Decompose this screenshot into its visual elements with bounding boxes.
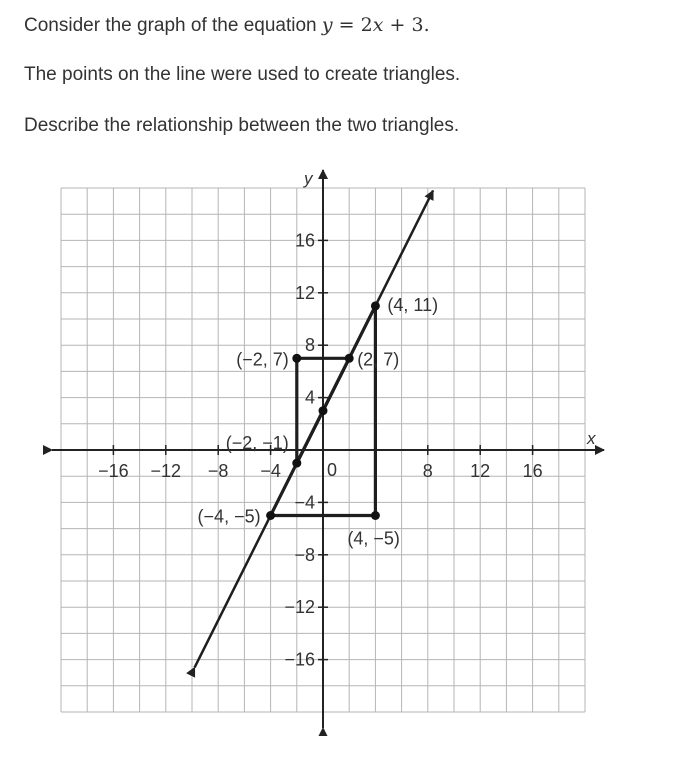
point-label: (4, 11) [387,294,439,315]
x-tick-label: −16 [98,461,129,481]
eq-period: . [423,14,430,36]
point-label: (2, 7) [357,349,400,370]
y-tick-label: 16 [294,230,315,251]
point-label: (−2, 7) [236,349,289,370]
eq-const: 3 [411,14,424,36]
x-tick-label: −4 [260,461,281,481]
x-tick-label: 12 [470,461,491,481]
y-tick-label: −12 [284,597,315,618]
point-label: (−4, −5) [197,506,261,527]
eq-plus: + [389,14,406,36]
x-tick-label: −12 [150,461,182,481]
eq-lhs: y [321,14,333,36]
y-tick-label: −16 [284,649,315,670]
y-tick-label: −4 [294,492,315,513]
eq-var: x [372,14,384,36]
x-tick-label: 8 [422,461,433,481]
y-axis-label: y [304,169,313,188]
y-intercept-point [319,406,328,415]
data-point [371,511,380,520]
data-point [371,301,380,310]
x-axis-label: x [587,429,596,448]
coordinate-graph [38,164,618,736]
y-tick-label: −8 [294,544,315,565]
eq-coef: 2 [360,14,373,36]
data-point [292,354,301,363]
y-tick-label: 4 [304,387,315,408]
data-point [266,511,275,520]
point-label: (4, −5) [347,528,400,549]
data-point [292,459,301,468]
question-line-1 [24,13,430,38]
question-line-2: The points on the line were used to create triangles. [24,64,461,85]
equation [322,14,430,36]
point-label: (−2, −1) [225,433,289,454]
question-prefix: Consider the graph of the equation [24,15,317,36]
data-point [345,354,354,363]
x-tick-label: 16 [522,461,543,481]
question-line-3: Describe the relationship between the two triangles. [24,115,460,136]
eq-equals: = [338,14,355,36]
y-tick-label: 8 [304,335,315,356]
x-tick-label: −8 [207,461,229,481]
graph-line [195,191,433,668]
origin-label: 0 [327,460,338,480]
y-tick-label: 12 [294,282,315,303]
